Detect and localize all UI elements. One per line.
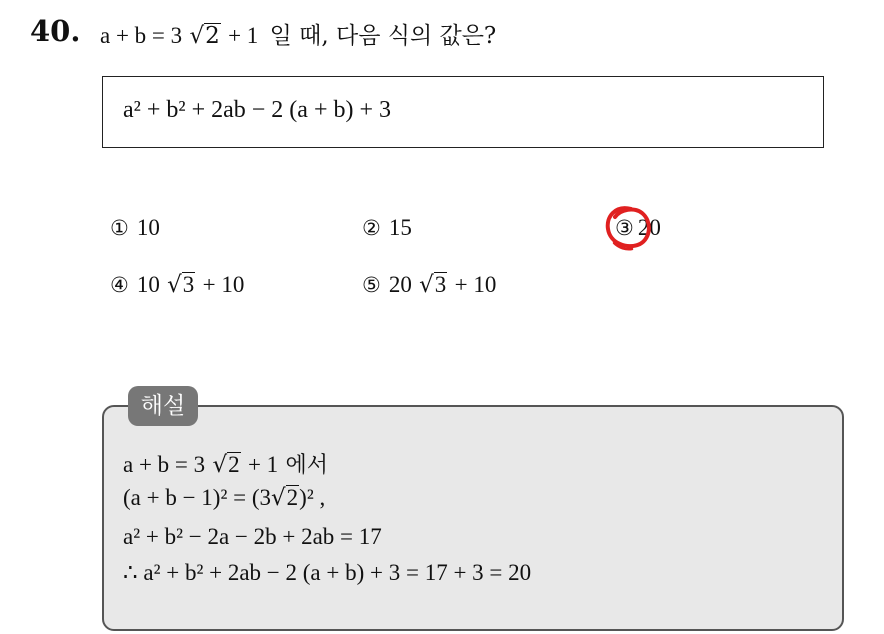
solution-line-2 (123, 485, 325, 511)
choice-value: 20 (388, 272, 412, 297)
choice-tail: + 10 (454, 272, 497, 297)
condition-lhs: a + b = 3 (100, 23, 183, 48)
choice-radicand: 3 (182, 272, 195, 297)
solution-box (102, 405, 844, 631)
choice-mark: ② (362, 216, 381, 240)
sqrt-symbol: √3 (167, 272, 195, 298)
solution-tag: 해설 (128, 386, 198, 426)
solution-line-1-radicand: 2 (228, 452, 240, 477)
solution-line-3: a² + b² − 2a − 2b + 2ab = 17 (123, 524, 382, 549)
solution-line-1-rhs: + 1 (247, 452, 279, 477)
solution-line-2-radicand: 2 (286, 485, 299, 510)
choice-mark: ④ (110, 273, 129, 297)
solution-line-1-lhs: a + b = 3 (123, 452, 206, 477)
choice-value: 10 (136, 215, 160, 240)
choice-value: 10 (136, 272, 160, 297)
sqrt-symbol: √3 (419, 272, 447, 298)
choice-2[interactable] (362, 215, 412, 241)
choice-mark: ③ (615, 216, 634, 240)
condition-rhs: + 1 (228, 23, 259, 48)
sqrt-symbol: √2 (271, 485, 299, 511)
choice-5[interactable] (362, 272, 496, 298)
choice-radicand: 3 (434, 272, 447, 297)
answer-circle-mark (601, 203, 655, 253)
choice-1[interactable] (110, 215, 160, 241)
expression: a² + b² + 2ab − 2 (a + b) + 3 (123, 97, 392, 123)
choice-value: 20 (637, 215, 661, 240)
choice-mark: ⑤ (362, 273, 381, 297)
solution-line-4: ∴ a² + b² + 2ab − 2 (a + b) + 3 = 17 + 3 = 20 (123, 560, 532, 585)
solution-line-1 (123, 448, 328, 479)
condition-radicand: 2 (205, 23, 220, 49)
choice-tail: + 10 (202, 272, 245, 297)
solution-line-2-right: )² , (299, 485, 326, 510)
question-number: 40. (30, 14, 81, 48)
question-stem (100, 17, 496, 50)
choice-4[interactable] (110, 272, 244, 298)
solution-line-1-korean: 에서 (285, 453, 328, 478)
sqrt-symbol: √2 (212, 452, 240, 478)
solution-line-2-left: (a + b − 1)² = (3 (123, 485, 271, 510)
choice-mark: ① (110, 216, 129, 240)
sqrt-symbol: √2 (189, 23, 220, 49)
choice-value: 15 (388, 215, 412, 240)
question-text: 일 때, 다음 식의 값은? (269, 23, 497, 49)
